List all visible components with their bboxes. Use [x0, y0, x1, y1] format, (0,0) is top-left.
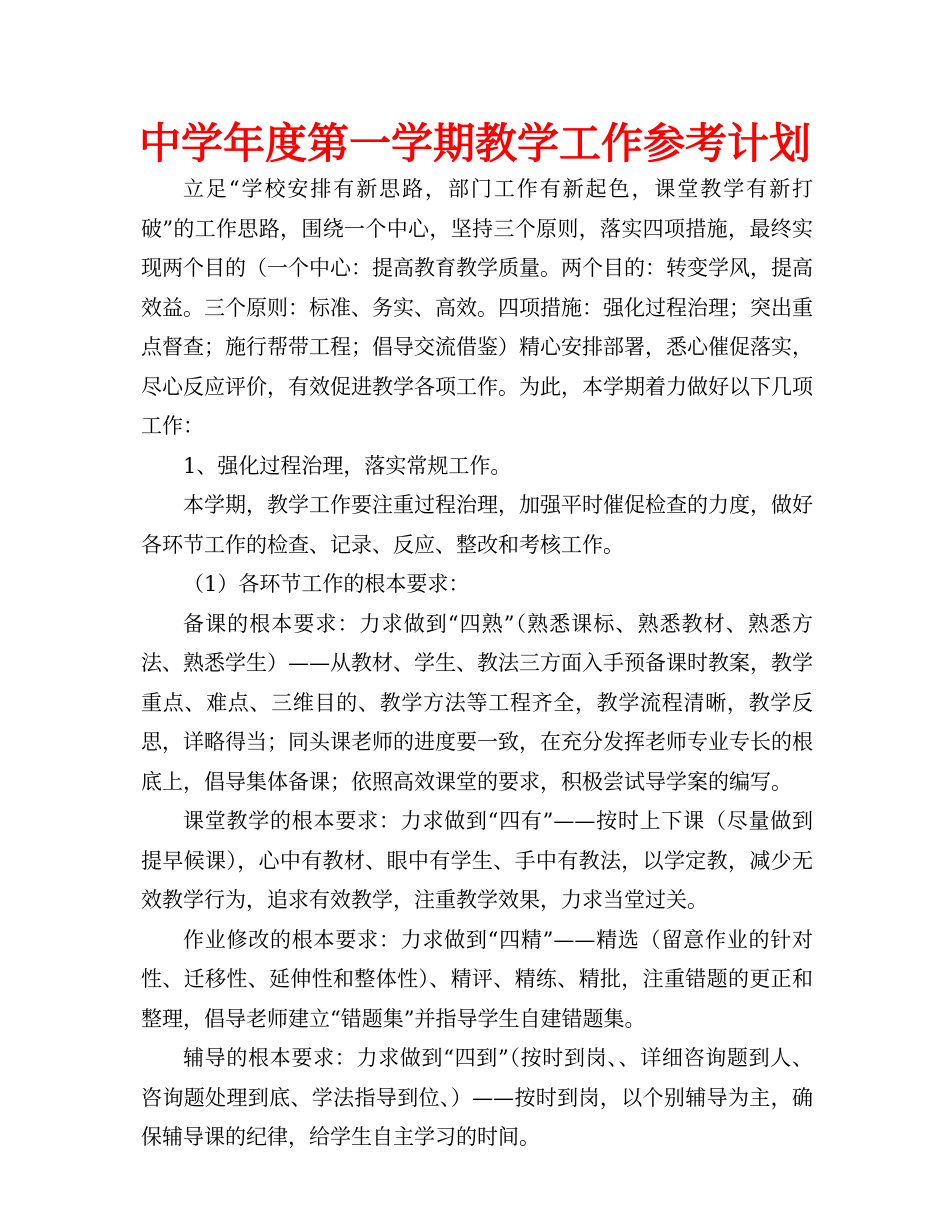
document-title: 中学年度第一学期教学工作参考计划 [138, 119, 811, 168]
paragraph-section-heading: 1、强化过程治理，落实常规工作。 [183, 453, 512, 478]
document-body [141, 170, 813, 1158]
paragraph-intro: 立足“学校安排有新思路，部门工作有新起色，课堂教学有新打破”的工作思路，围绕一个中心，坚持三个原则，落实四项措施，最终实现两个目的（一个中心：提高教育教学质量。两个目的：转变学风，提高效益。三个原则：标准、务实、高效。四项措施：强化过程治理；突出重点督查；施行帮带工程；倡导交流借鉴）精心安排部署，悉心催促落实，尽心反应评价，有效促进教学各项工作。为此，本学期着力做好以下几项工作： [141, 177, 813, 438]
paragraph-classroom-teaching: 课堂教学的根本要求：力求做到“四有”——按时上下课（尽量做到提早候课），心中有教材、眼中有学生、手中有教法，以学定教，减少无效教学行为，追求有效教学，注重教学效果，力求当堂过关。 [141, 809, 813, 912]
paragraph-tutoring: 辅导的根本要求：力求做到“四到”（按时到岗、、详细咨询题到人、咨询题处理到底、学法指导到位、）——按时到岗，以个别辅导为主，确保辅导课的纪律，给学生自主学习的时间。 [141, 1046, 813, 1149]
paragraph-process-management: 本学期，教学工作要注重过程治理，加强平时催促检查的力度，做好各环节工作的检查、记录、反应、整改和考核工作。 [141, 493, 813, 557]
paragraph-lesson-prep: 备课的根本要求：力求做到“四熟”（熟悉课标、熟悉教材、熟悉方法、熟悉学生）——从教材、学生、教法三方面入手预备课时教案，教学重点、难点、三维目的、教学方法等工程齐全，教学流程清晰，教学反思，详略得当；同头课老师的进度要一致，在充分发挥老师专业专长的根底上，倡导集体备课；依照高效课堂的要求，积极尝试导学案的编写。 [141, 611, 813, 794]
paragraph-subheading: （1）各环节工作的根本要求： [183, 572, 470, 596]
paragraph-homework-correction: 作业修改的根本要求：力求做到“四精”——精选（留意作业的针对性、迁移性、延伸性和整体性）、精评、精练、精批，注重错题的更正和整理，倡导老师建立“错题集”并指导学生自建错题集。 [141, 927, 813, 1031]
